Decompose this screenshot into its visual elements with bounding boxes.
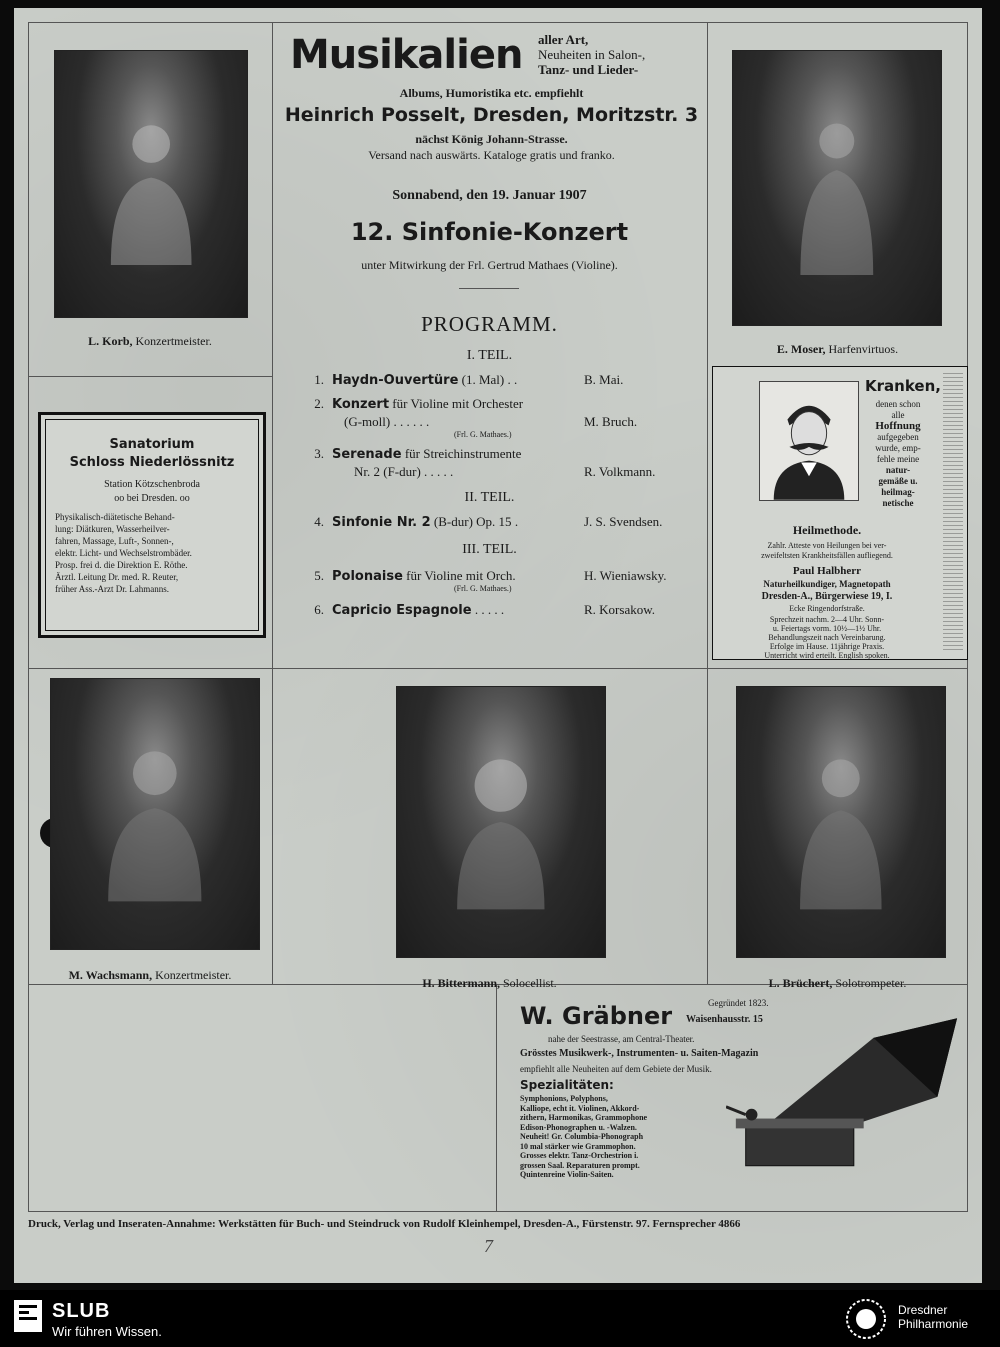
mustached-man-icon	[760, 382, 858, 500]
slub-name[interactable]: SLUB	[52, 1300, 111, 1322]
musikalien-line5: Versand nach auswärts. Kataloge gratis und franko.	[368, 148, 615, 162]
grabner-near: nahe der Seestrasse, am Central-Theater.	[548, 1034, 695, 1044]
sanatorium-title1: Sanatorium	[109, 437, 195, 452]
row-divider-left	[28, 376, 272, 377]
healer-pitch-line: wurde, emp-	[875, 443, 921, 453]
portrait-moser	[732, 50, 942, 326]
grabner-address: Waisenhausstr. 15	[686, 1014, 763, 1025]
column-divider-bottom	[496, 984, 497, 1212]
row-divider-left-2	[28, 668, 272, 669]
healer-hours-line: Sprechzeit nachm. 2—4 Uhr. Sonn-	[769, 615, 885, 624]
portrait-silhouette-icon	[82, 706, 228, 922]
program-item-number: 2.	[314, 396, 324, 411]
program-item-number: 6.	[314, 602, 324, 617]
musikalien-right-line1: aller Art,	[538, 32, 589, 47]
portrait-wachsmann	[50, 678, 260, 950]
portrait-silhouette-icon	[764, 78, 910, 297]
musikalien-right-line2: Neuheiten in Salon-,	[538, 47, 646, 62]
healer-pitch-line: fehle meine	[876, 454, 920, 464]
caption-bittermann-role: Solocellist.	[500, 976, 557, 990]
caption-bittermann-name: H. Bittermann,	[422, 976, 500, 990]
program-item-dots: . .	[504, 372, 518, 387]
handwritten-page-mark: 7	[484, 1236, 493, 1256]
grabner-spez-item: Kalliope, echt it. Violinen, Akkord-	[520, 1103, 640, 1113]
caption-bruchert-name: L. Brüchert,	[768, 976, 833, 990]
grabner-spez-list	[520, 1094, 720, 1180]
program-item-line2: Nr. 2 (F-dur) . . . . .	[354, 464, 454, 479]
concert-date: Sonnabend, den 19. Januar 1907	[392, 188, 587, 203]
imprint-line: Druck, Verlag und Inseraten-Annahme: Werkstätten für Buch- und Steindruck von Rudolf Kleinhempel, Dresden-A., Fürstenstr. 97. Fernsprecher 4866	[28, 1218, 741, 1230]
healer-pitch-line: gemäße u.	[878, 476, 918, 486]
healer-pitch-line: natur-	[885, 465, 911, 475]
healer-pitch	[863, 399, 933, 509]
program-item	[304, 568, 684, 598]
portrait-silhouette-icon	[768, 714, 914, 930]
sanatorium-body-line: Physikalisch-diätetische Behand-	[55, 512, 175, 522]
sanatorium-body	[55, 511, 255, 595]
grabner-spez: Spezialitäten:	[520, 1078, 614, 1092]
program-item	[304, 446, 684, 484]
musikalien-ad	[284, 26, 699, 176]
caption-bittermann	[272, 976, 707, 991]
healer-body	[713, 541, 941, 561]
healer-address: Dresden-A., Bürgerwiese 19, I.	[761, 591, 893, 602]
sanatorium-title2: Schloss Niederlössnitz	[69, 455, 235, 470]
program-item-composer: M. Bruch.	[584, 414, 638, 429]
grabner-name: W. Gräbner	[520, 1002, 673, 1030]
caption-bruchert-role: Solotrompeter.	[832, 976, 907, 990]
caption-moser-name: E. Moser,	[776, 342, 826, 356]
sanatorium-body-line: Ärztl. Leitung Dr. med. R. Reuter,	[55, 572, 179, 582]
musikalien-right-lines	[538, 32, 645, 77]
viewer-footer	[0, 1290, 1000, 1347]
caption-bruchert	[707, 976, 968, 991]
program-item-title: Polonaise	[332, 569, 403, 584]
program-item-dots: .	[511, 514, 519, 529]
sanatorium-body-line: fahren, Massage, Luft-, Sonnen-,	[55, 536, 174, 546]
musikalien-line2: Albums, Humoristika etc. empfiehlt	[399, 86, 584, 100]
program-item-detail: für Streichinstrumente	[401, 446, 522, 461]
slub-logo-icon[interactable]	[14, 1300, 42, 1332]
grabner-spez-item: 10 mal stärker wie Grammophon.	[520, 1141, 636, 1151]
program-item-title: Sinfonie Nr. 2	[332, 515, 431, 530]
program-item-line2: (G-moll) . . . . . .	[344, 414, 430, 429]
musikalien-line4: nächst König Johann-Strasse.	[415, 132, 568, 146]
program-item-detail: (B-dur) Op. 15	[430, 514, 512, 529]
program-item-composer: H. Wieniawsky.	[584, 568, 667, 583]
program-item-number: 5.	[314, 568, 324, 583]
healer-pitch-line: denen schon	[875, 399, 921, 409]
title-rule	[459, 288, 519, 289]
program-item-composer: J. S. Svendsen.	[584, 514, 663, 529]
healer-corner: Ecke Ringendorfstraße.	[789, 604, 865, 613]
concert-subtitle: unter Mitwirkung der Frl. Gertrud Mathaes (Violine).	[361, 258, 618, 272]
healer-hours-line: Erfolge im Hause. 11jährige Praxis.	[769, 642, 885, 651]
musikalien-right-line3: Tanz- und Lieder-	[538, 62, 639, 77]
caption-moser	[707, 342, 968, 357]
grabner-spez-item: Edison-Phonographen u. -Walzen.	[520, 1122, 637, 1132]
portrait-bittermann	[396, 686, 606, 958]
grabner-ad	[504, 992, 964, 1206]
program-item-dots: . . . . .	[471, 602, 505, 617]
dp-line1: Dresdner	[898, 1303, 948, 1317]
caption-korb	[28, 334, 272, 349]
sanatorium-ad	[38, 412, 266, 638]
part2-heading: II. TEIL.	[464, 490, 515, 505]
row-divider-center	[272, 668, 707, 669]
program-item-title: Konzert	[332, 397, 390, 412]
sanatorium-body-line: Prosp. frei d. die Direktion E. Röthe.	[55, 560, 188, 570]
healer-pitch-line: aufgegeben	[877, 432, 919, 442]
caption-moser-role: Harfenvirtuos.	[825, 342, 899, 356]
dresdner-philharmonie-logo-icon[interactable]	[845, 1298, 887, 1340]
portrait-silhouette-icon	[428, 714, 574, 930]
healer-kranken: Kranken,	[865, 377, 941, 395]
program-item-composer: R. Volkmann.	[584, 464, 656, 479]
grabner-spez-item: Quintenreine Violin-Saiten.	[520, 1170, 614, 1179]
program-item-number: 4.	[314, 514, 324, 529]
grabner-founded: Gegründet 1823.	[708, 998, 769, 1008]
portrait-silhouette-icon	[84, 78, 218, 291]
healer-portrait	[759, 381, 859, 501]
part1-heading: I. TEIL.	[466, 348, 513, 363]
grabner-spez-item: Neuheit! Gr. Columbia-Phonograph	[520, 1132, 644, 1141]
program-item-composer: B. Mai.	[584, 372, 624, 387]
caption-korb-role: Konzertmeister.	[132, 334, 212, 348]
healer-side-text-band	[943, 373, 963, 653]
portrait-korb	[54, 50, 248, 318]
musikalien-company: Heinrich Posselt, Dresden, Moritzstr. 3	[284, 104, 699, 126]
healer-hours-line: Behandlungszeit nach Vereinbarung.	[768, 633, 886, 642]
program-item-note: (Frl. G. Mathaes.)	[454, 584, 512, 593]
sanatorium-station: Station Kötzschenbroda	[104, 479, 200, 490]
gramophone-icon	[726, 1002, 962, 1182]
dp-line2: Philharmonie	[898, 1317, 969, 1331]
portrait-bruchert	[736, 686, 946, 958]
dresdner-philharmonie-label[interactable]	[898, 1303, 968, 1331]
program-item-detail: (1. Mal)	[458, 372, 505, 387]
healer-pitch-line: heilmag-	[881, 487, 915, 497]
caption-wachsmann-name: M. Wachsmann,	[68, 968, 153, 982]
program-heading: PROGRAMM.	[421, 312, 558, 336]
healer-body-line: Zahlr. Atteste von Heilungen bei ver-	[767, 541, 887, 550]
program-item-number: 1.	[314, 372, 324, 387]
sanatorium-body-line: früher Ass.-Arzt Dr. Lahmanns.	[55, 584, 169, 594]
concert-program-page	[14, 8, 982, 1283]
sanatorium-near: oo bei Dresden. oo	[114, 493, 190, 504]
healer-method: Heilmethode.	[792, 523, 862, 537]
grabner-offer: empfiehlt alle Neuheiten auf dem Gebiete der Musik.	[520, 1064, 712, 1074]
program-item-detail: für Violine mit Orch.	[402, 568, 516, 583]
concert-title: 12. Sinfonie-Konzert	[350, 218, 629, 246]
sanatorium-body-line: elektr. Licht- und Wechselstrombäder.	[55, 548, 192, 558]
healer-pitch-line: netische	[882, 498, 914, 508]
grabner-spez-item: Grosses elektr. Tanz-Orchestrion i.	[520, 1151, 639, 1160]
grabner-spez-item: Symphonions, Polyphons,	[520, 1094, 608, 1103]
caption-korb-name: L. Korb,	[88, 334, 133, 348]
healer-hours	[713, 615, 941, 660]
healer-body-line: zweifeltsten Krankheitsfällen aufliegend.	[761, 551, 893, 560]
healer-name: Paul Halbherr	[792, 565, 862, 577]
caption-wachsmann-role: Konzertmeister.	[152, 968, 232, 982]
sanatorium-body-line: lung: Diätkuren, Wasserheilver-	[55, 524, 170, 534]
program-item-title: Capricio Espagnole	[332, 603, 472, 618]
row-divider-right	[707, 668, 968, 669]
healer-hours-line: u. Feiertags vorm. 10½—1½ Uhr.	[772, 624, 882, 633]
healer-profession: Naturheilkundiger, Magnetopath	[763, 579, 891, 589]
program-item-detail: für Violine mit Orchester	[389, 396, 524, 411]
musikalien-brand: Musikalien	[290, 32, 523, 78]
grabner-spez-item: zithern, Harmonikas, Grammophone	[520, 1113, 648, 1122]
grabner-spez-item: grossen Saal. Reparaturen prompt.	[520, 1160, 640, 1170]
program-item-title: Haydn-Ouvertüre	[332, 373, 459, 388]
healer-pitch-line: Hoffnung	[875, 420, 921, 432]
part3-heading: III. TEIL.	[462, 542, 517, 557]
program-item	[304, 396, 684, 442]
program-item-note: (Frl. G. Mathaes.)	[454, 430, 512, 439]
slub-tagline: Wir führen Wissen.	[52, 1324, 162, 1339]
grabner-tagline: Grösstes Musikwerk-, Instrumenten- u. Saiten-Magazin	[520, 1048, 759, 1059]
healer-ad	[712, 366, 968, 660]
program-item-title: Serenade	[332, 447, 402, 462]
healer-hours-line: Unterricht wird erteilt. English spoken.	[764, 651, 890, 660]
program-item-number: 3.	[314, 446, 324, 461]
column-divider-right	[707, 22, 708, 984]
program-item-composer: R. Korsakow.	[584, 602, 656, 617]
caption-wachsmann	[28, 968, 272, 983]
healer-pitch-line: alle	[891, 410, 905, 420]
